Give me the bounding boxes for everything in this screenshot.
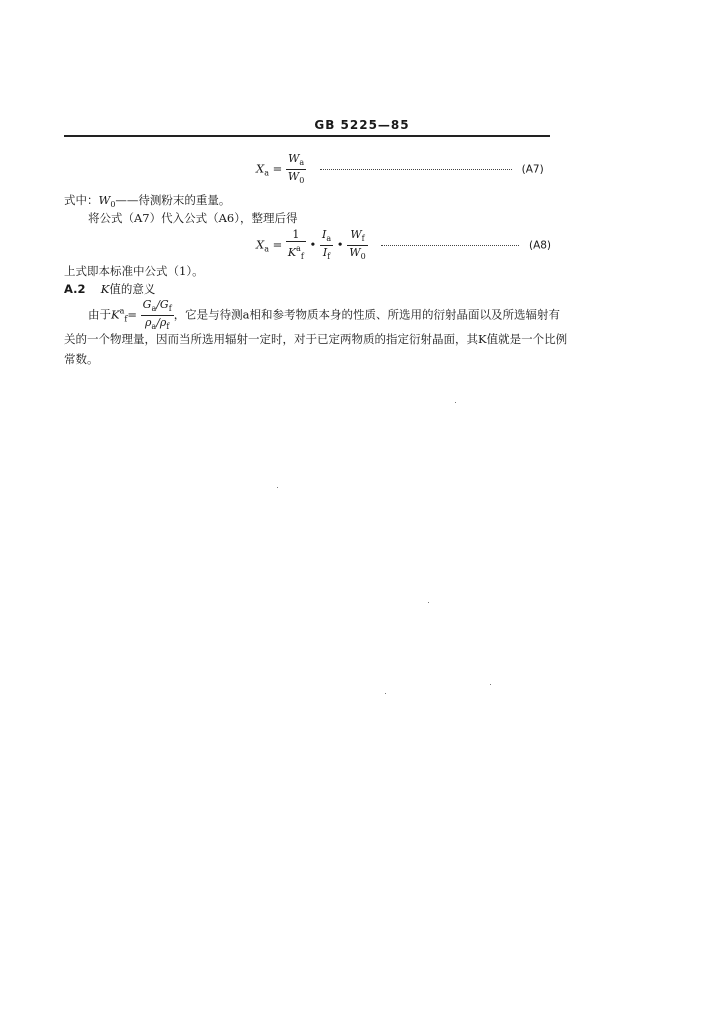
- eq-a7-leader-dots: [320, 169, 512, 170]
- eq-a7-num: W: [288, 152, 300, 165]
- para-k-sub: f: [124, 314, 128, 324]
- eq-a7-num-sub: a: [299, 158, 305, 167]
- header-rule: [64, 135, 550, 137]
- eq-a8-f3-num-sub: f: [361, 234, 365, 243]
- eq-a8-f1-den-sub: f: [300, 252, 304, 261]
- eq-a8-f1-num: 1: [286, 228, 306, 242]
- scan-speck: [455, 402, 456, 403]
- para-num-sub-f: f: [168, 304, 172, 313]
- para-num-mid: /G: [156, 298, 169, 311]
- para-den-sub-f: f: [166, 322, 170, 331]
- where-symbol: W: [98, 193, 111, 207]
- where-prefix: 式中：: [64, 193, 99, 207]
- para-lead: 由于: [88, 307, 111, 322]
- para-num-sub-a: a: [151, 304, 157, 313]
- para-fraction: [141, 298, 174, 333]
- eq-a7-lhs-sub: a: [264, 168, 269, 178]
- section-title: 值的意义: [109, 282, 156, 296]
- para-num: G: [142, 298, 152, 311]
- eq-a8-fraction-1: [286, 228, 306, 263]
- equation-a7: $X_a$ = $\frac{W_a}{W_0}$ (A7): [256, 152, 544, 185]
- eq-a8-f1-den-sup: a: [296, 244, 301, 253]
- formula-reference-line: 上式即本标准中公式（1）。: [64, 264, 204, 278]
- paragraph-line-3: 常数。: [64, 352, 99, 366]
- eq-a8-f1-den: K: [287, 246, 297, 259]
- where-symbol-sub: 0: [110, 200, 116, 209]
- eq-a7-fraction: [286, 152, 306, 187]
- eq-a8-f2-num: I: [322, 228, 327, 241]
- section-number: A.2: [64, 282, 86, 296]
- standard-code: GB 5225—85: [314, 118, 410, 132]
- scan-speck: [428, 602, 429, 603]
- paragraph-line-1: 由于$K^a_f=$ $\frac{G_a/G_f}{\rho_a/\rho_f}$ ，它是与待测a相和参考物质本身的性质、所选用的衍射晶面以及所选辐射有: [88, 298, 561, 331]
- eq-a8-f3-den: W: [349, 246, 361, 259]
- eq-a8-lhs: X: [256, 237, 265, 252]
- para-den-sub-a: a: [151, 322, 157, 331]
- eq-a8-f3-num: W: [350, 228, 362, 241]
- eq-a8-f2-num-sub: a: [326, 234, 332, 243]
- eq-a8-fraction-2: [320, 228, 333, 263]
- para-den-mid: /ρ: [156, 316, 167, 329]
- eq-a7-den-sub: 0: [299, 176, 305, 185]
- equation-a8: $X_a$ = $\frac{1}{K^a_f}$ • $\frac{I_a}{I_f}$ • $\frac{W_f}{W_0}$ (A8): [256, 228, 552, 261]
- eq-a8-lhs-sub: a: [264, 244, 269, 254]
- eq-a8-f2-den-sub: f: [327, 252, 331, 261]
- para-k-sup: a: [119, 306, 125, 316]
- where-line: [64, 193, 230, 212]
- scan-speck: [490, 684, 491, 685]
- eq-a8-f3-den-sub: 0: [360, 252, 366, 261]
- para-den: ρ: [144, 316, 152, 329]
- eq-a8-number: (A8): [528, 239, 552, 252]
- para-k: K: [111, 307, 120, 322]
- eq-a8-f2-den: I: [322, 246, 328, 259]
- eq-a8-fraction-3: [347, 228, 367, 263]
- substitute-line: 将公式（A7）代入公式（A6），整理后得: [88, 211, 298, 225]
- where-desc: ——待测粉末的重量。: [115, 193, 231, 207]
- section-symbol: K: [100, 282, 110, 296]
- section-heading: [64, 282, 155, 296]
- scan-speck: [385, 693, 386, 694]
- scan-speck: [277, 487, 278, 488]
- eq-a7-den: W: [287, 170, 300, 183]
- paragraph-line-2: 关的一个物理量，因而当所选用辐射一定时，对于已定两物质的指定衍射晶面，其K值就是一个比例: [64, 332, 568, 346]
- eq-a7-lhs: X: [256, 161, 265, 176]
- para-line1-rest: ，它是与待测a相和参考物质本身的性质、所选用的衍射晶面以及所选辐射有: [173, 307, 561, 322]
- eq-a7-number: (A7): [521, 163, 544, 176]
- eq-a8-leader-dots: [381, 245, 519, 246]
